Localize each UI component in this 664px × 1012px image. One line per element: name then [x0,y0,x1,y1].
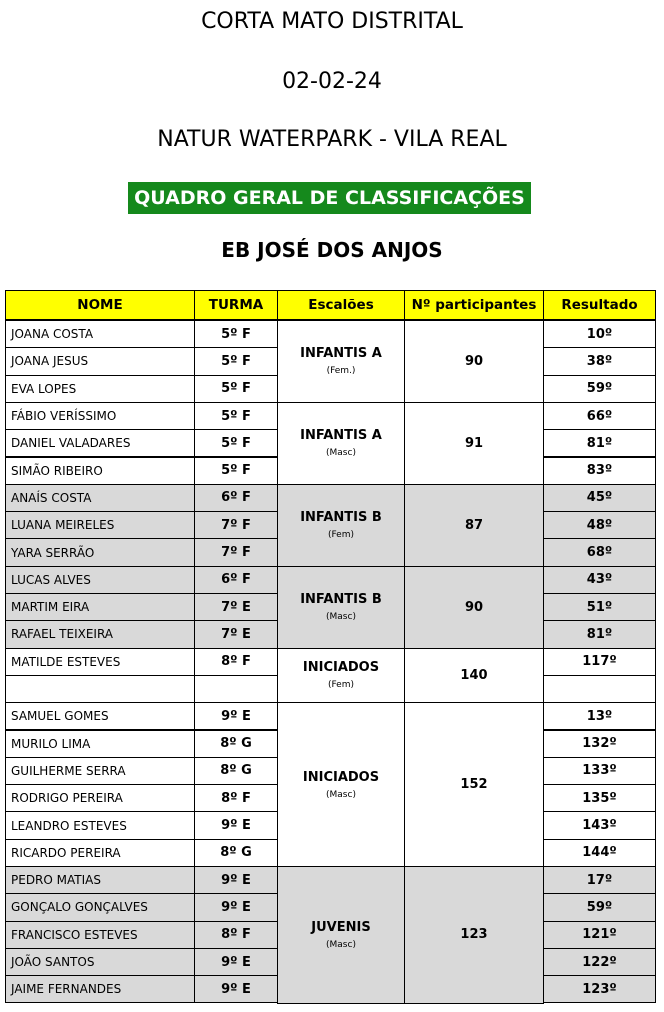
athlete-class: 8º G [194,757,278,785]
athlete-result: 38º [543,347,656,375]
category-title: INFANTIS A [300,346,382,362]
athlete-name: LEANDRO ESTEVES [5,811,195,839]
athlete-result: 59º [543,375,656,403]
athlete-name: LUCAS ALVES [5,566,195,594]
category-gender: (Fem) [327,530,354,541]
athlete-result: 48º [543,511,656,539]
athlete-name: LUANA MEIRELES [5,511,195,539]
athlete-name: YARA SERRÃO [5,538,195,566]
category-cell [277,866,405,1004]
athlete-result: 144º [543,839,656,867]
event-date: 02-02-24 [282,69,382,94]
event-title: CORTA MATO DISTRITAL [201,9,463,34]
athlete-name: FÁBIO VERÍSSIMO [5,402,195,430]
category-cell [277,484,405,567]
athlete-name: ANAÍS COSTA [5,484,195,512]
athlete-result [543,675,656,703]
category-cell [277,702,405,867]
participants-count: 91 [404,402,544,485]
athlete-class: 5º F [194,402,278,430]
athlete-result: 117º [543,648,656,676]
athlete-class: 8º F [194,784,278,812]
athlete-result: 81º [543,620,656,648]
athlete-class: 5º F [194,347,278,375]
athlete-class: 7º F [194,511,278,539]
col-header-turma: TURMA [194,290,278,320]
athlete-class: 8º F [194,648,278,676]
athlete-name: SAMUEL GOMES [5,702,195,730]
athlete-name: RICARDO PEREIRA [5,839,195,867]
athlete-name: JOÃO SANTOS [5,948,195,976]
athlete-class: 8º G [194,730,278,758]
athlete-result: 66º [543,402,656,430]
athlete-class: 7º E [194,593,278,621]
athlete-name: GUILHERME SERRA [5,757,195,785]
athlete-class: 9º E [194,948,278,976]
category-cell [277,320,405,403]
athlete-result: 135º [543,784,656,812]
athlete-result: 13º [543,702,656,730]
col-header-escaloes: Escalões [277,290,405,320]
category-cell [277,402,405,485]
athlete-result: 43º [543,566,656,594]
athlete-class: 5º F [194,320,278,348]
athlete-result: 81º [543,429,656,457]
athlete-class [194,675,278,703]
participants-count: 87 [404,484,544,567]
category-cell [277,566,405,649]
athlete-name: GONÇALO GONÇALVES [5,893,195,921]
athlete-result: 59º [543,893,656,921]
category-gender: (Fem) [327,680,354,691]
category-gender: (Masc) [326,939,356,950]
col-header-participantes: Nº participantes [404,290,544,320]
athlete-name: JAIME FERNANDES [5,975,195,1003]
athlete-class: 5º F [194,375,278,403]
athlete-name: MATILDE ESTEVES [5,648,195,676]
athlete-class: 8º F [194,921,278,949]
participants-count: 123 [404,866,544,1004]
athlete-class: 9º E [194,893,278,921]
athlete-name: RAFAEL TEIXEIRA [5,620,195,648]
athlete-result: 133º [543,757,656,785]
athlete-name: JOANA COSTA [5,320,195,348]
col-header-resultado: Resultado [543,290,656,320]
category-title: INFANTIS B [300,510,382,526]
athlete-class: 6º F [194,566,278,594]
athlete-result: 123º [543,975,656,1003]
athlete-result: 51º [543,593,656,621]
athlete-class: 5º F [194,429,278,457]
participants-count: 90 [404,320,544,403]
athlete-result: 143º [543,811,656,839]
col-header-nome: NOME [5,290,195,320]
athlete-name [5,675,195,703]
participants-count: 152 [404,702,544,867]
athlete-name: PEDRO MATIAS [5,866,195,894]
athlete-name: JOANA JESUS [5,347,195,375]
athlete-name: MARTIM EIRA [5,593,195,621]
category-title: INFANTIS B [300,592,382,608]
athlete-class: 6º F [194,484,278,512]
athlete-name: SIMÃO RIBEIRO [5,457,195,485]
athlete-result: 17º [543,866,656,894]
athlete-class: 9º E [194,811,278,839]
athlete-result: 121º [543,921,656,949]
athlete-class: 7º F [194,538,278,566]
athlete-class: 9º E [194,975,278,1003]
athlete-name: FRANCISCO ESTEVES [5,921,195,949]
category-gender: (Fem.) [326,366,356,377]
athlete-result: 122º [543,948,656,976]
category-gender: (Masc) [326,789,356,800]
category-title: INICIADOS [302,660,380,676]
category-title: JUVENIS [311,919,371,935]
athlete-result: 10º [543,320,656,348]
athlete-result: 132º [543,730,656,758]
participants-count: 90 [404,566,544,649]
athlete-class: 9º E [194,866,278,894]
school-name: EB JOSÉ DOS ANJOS [221,238,443,262]
athlete-name: EVA LOPES [5,375,195,403]
category-gender: (Masc) [326,448,356,459]
athlete-class: 9º E [194,702,278,730]
participants-count: 140 [404,648,544,704]
category-title: INICIADOS [302,769,380,785]
athlete-name: RODRIGO PEREIRA [5,784,195,812]
category-title: INFANTIS A [300,428,382,444]
athlete-class: 7º E [194,620,278,648]
athlete-result: 83º [543,457,656,485]
athlete-name: MURILO LIMA [5,730,195,758]
athlete-class: 5º F [194,457,278,485]
athlete-result: 68º [543,538,656,566]
classification-banner: QUADRO GERAL DE CLASSIFICAÇÕES [128,182,531,214]
athlete-name: DANIEL VALADARES [5,429,195,457]
athlete-result: 45º [543,484,656,512]
event-location: NATUR WATERPARK - VILA REAL [157,127,507,152]
athlete-class: 8º G [194,839,278,867]
category-cell [277,648,405,704]
category-gender: (Masc) [326,612,356,623]
